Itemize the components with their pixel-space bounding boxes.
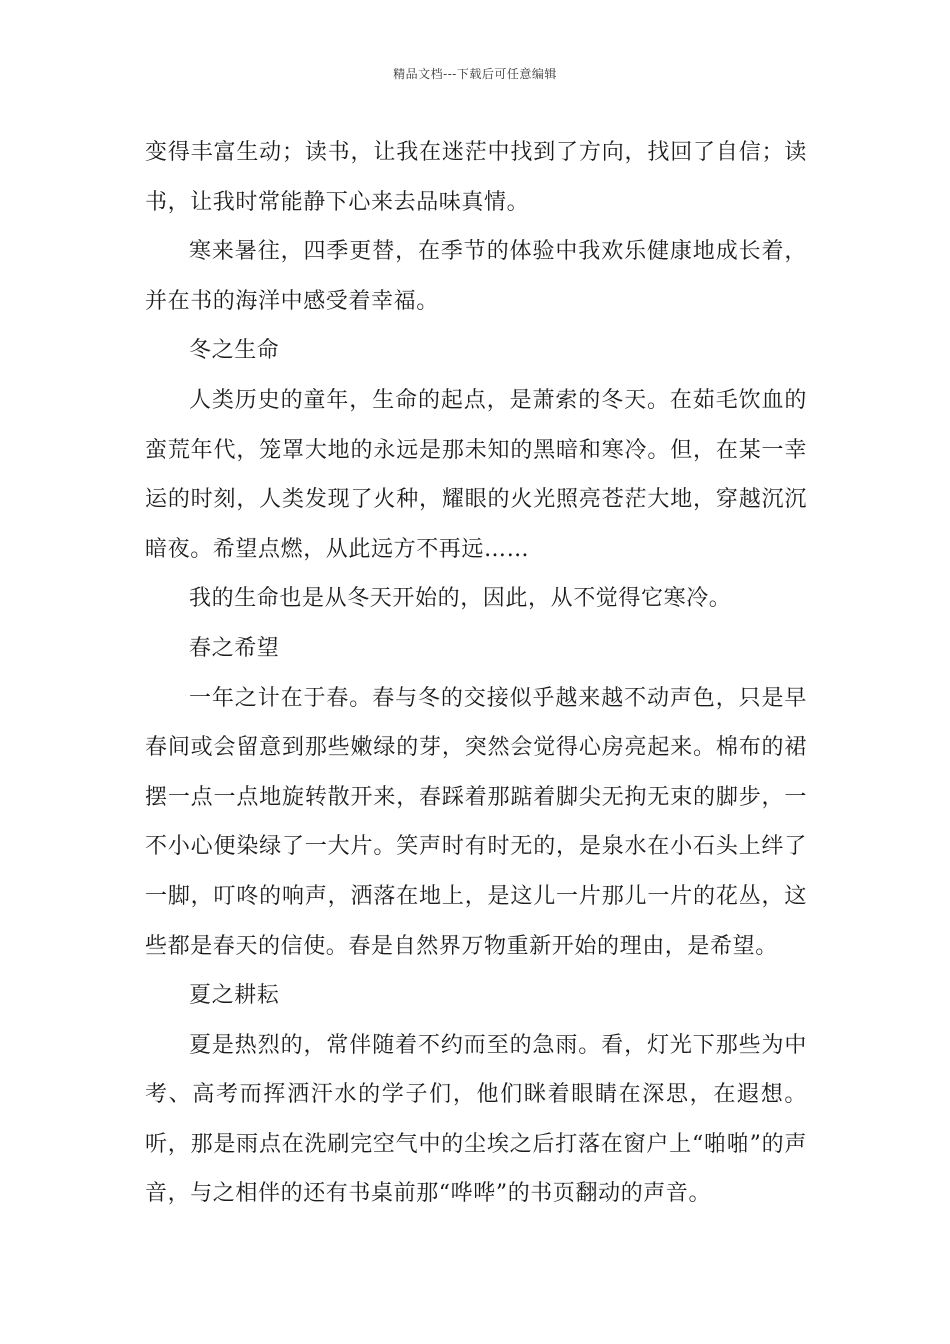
paragraph-1: 变得丰富生动；读书，让我在迷茫中找到了方向，找回了自信；读书，让我时常能静下心来去品味真情。 — [145, 140, 807, 215]
section-heading-winter: 冬之生命 — [189, 338, 280, 364]
paragraph-winter-2: 我的生命也是从冬天开始的，因此，从不觉得它寒冷。 — [189, 586, 732, 612]
paragraph-winter-1: 人类历史的童年，生命的起点，是萧索的冬天。在茹毛饮血的蛮荒年代，笼罩大地的永远是那未知的黑暗和寒冷。但，在某一幸运的时刻，人类发现了火种，耀眼的火光照亮苍茫大地，穿越沉沉暗夜。希望点燃，从此远方不再远…… — [145, 387, 807, 562]
paragraph-spring: 一年之计在于春。春与冬的交接似乎越来越不动声色，只是早春间或会留意到那些嫩绿的芽，突然会觉得心房亮起来。棉布的裙摆一点一点地旋转散开来，春踩着那踮着脚尖无拘无束的脚步，一不小心便染绿了一大片。笑声时有时无的，是泉水在小石头上绊了一脚，叮咚的响声，洒落在地上，是这儿一片那儿一片的花丛，这些都是春天的信使。春是自然界万物重新开始的理由，是希望。 — [145, 685, 807, 959]
paragraph-summer: 夏是热烈的，常伴随着不约而至的急雨。看，灯光下那些为中考、高考而挥洒汗水的学子们，他们眯着眼睛在深思，在遐想。听，那是雨点在洗刷完空气中的尘埃之后打落在窗户上“啪啪”的声音，与之相伴的还有书桌前那“哗哗”的书页翻动的声音。 — [145, 1032, 807, 1207]
paragraph-2: 寒来暑往，四季更替，在季节的体验中我欢乐健康地成长着，并在书的海洋中感受着幸福。 — [145, 239, 807, 314]
page-header: 精品文档---下载后可任意编辑 — [393, 67, 557, 81]
document-body — [145, 128, 807, 1219]
section-heading-spring: 春之希望 — [189, 635, 280, 661]
section-heading-summer: 夏之耕耘 — [189, 983, 280, 1009]
